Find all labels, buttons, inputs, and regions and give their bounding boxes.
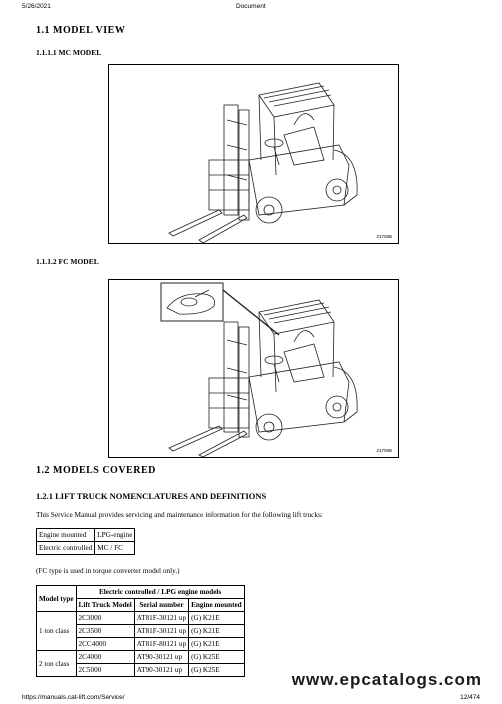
- table-row: [37, 612, 245, 625]
- table-cell: 2C3500: [76, 625, 134, 638]
- note-text: (FC type is used in torque converter model only.): [36, 566, 180, 575]
- document-title: Document: [236, 3, 266, 10]
- table-cell: (G) K21E: [189, 612, 245, 625]
- lift-truck-model-header: Lift Truck Model: [76, 599, 134, 612]
- footer-url[interactable]: https://manuals.cat-lift.com/Service/: [22, 694, 125, 701]
- table-cell: AT90-30121 up: [134, 651, 188, 664]
- model-table: [36, 585, 245, 677]
- class-label: 1 ton class: [37, 612, 77, 651]
- table-cell: AT81F-30121 up: [134, 612, 188, 625]
- table-cell: MC / FC: [95, 542, 135, 555]
- table-cell: (G) K25E: [189, 664, 245, 677]
- heading-nomenclatures: 1.2.1 LIFT TRUCK NOMENCLATURES AND DEFINITIONS: [36, 491, 267, 501]
- model-type-header: Model type: [37, 586, 77, 612]
- group-header: Electric controlled / LPG engine models: [76, 586, 244, 599]
- forklift-mc-illustration: [109, 65, 398, 243]
- table-row: [37, 651, 245, 664]
- table-cell: 2C3000: [76, 612, 134, 625]
- print-date: 5/26/2021: [22, 3, 51, 10]
- heading-models-covered: 1.2 MODELS COVERED: [36, 465, 156, 476]
- table-cell: AT81F-30121 up: [134, 625, 188, 638]
- heading-fc-model: 1.1.1.2 FC MODEL: [36, 257, 99, 266]
- fc-model-figure: [108, 279, 399, 458]
- table-row: [37, 529, 135, 542]
- mc-figure-label: 21705B: [376, 234, 392, 239]
- table-cell: (G) K21E: [189, 638, 245, 651]
- heading-model-view: 1.1 MODEL VIEW: [36, 25, 126, 36]
- class-label: 2 ton class: [37, 651, 77, 677]
- table-cell: AT90-30121 up: [134, 664, 188, 677]
- forklift-fc-illustration: [109, 280, 398, 457]
- table-cell: 2C5000: [76, 664, 134, 677]
- serial-number-header: Serial number: [134, 599, 188, 612]
- table-cell: AT81F-80121 up: [134, 638, 188, 651]
- table-header-row: [37, 586, 245, 599]
- mc-model-figure: [108, 64, 399, 244]
- table-cell: Electric controlled: [37, 542, 95, 555]
- table-cell: 2C4000: [76, 651, 134, 664]
- engine-control-table: [36, 528, 135, 555]
- watermark: www.epcatalogs.com: [291, 670, 482, 689]
- engine-mounted-header: Engine mounted: [189, 599, 245, 612]
- table-row: [37, 542, 135, 555]
- table-cell: (G) K25E: [189, 651, 245, 664]
- table-cell: 2CC4000: [76, 638, 134, 651]
- page-number: 12/474: [460, 694, 480, 701]
- table-cell: (G) K21E: [189, 625, 245, 638]
- intro-paragraph: This Service Manual provides servicing and maintenance information for the following lift trucks:: [36, 510, 323, 519]
- table-cell: LPG-engine: [95, 529, 135, 542]
- fc-figure-label: 21706B: [376, 448, 392, 453]
- table-cell: Engine mounted: [37, 529, 95, 542]
- heading-mc-model: 1.1.1.1 MC MODEL: [36, 48, 102, 57]
